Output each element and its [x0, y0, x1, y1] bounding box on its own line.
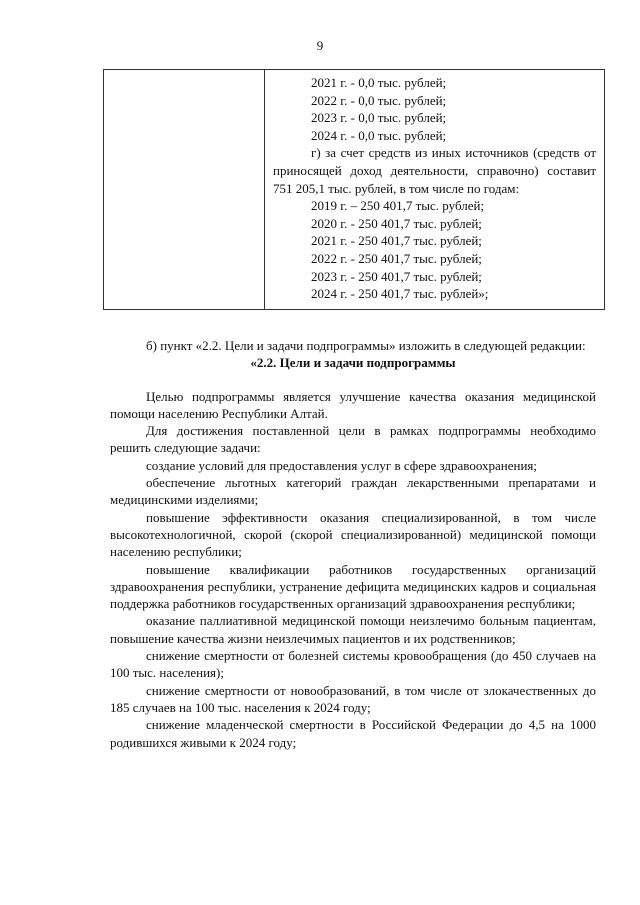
- task-item: оказание паллиативной медицинской помощи неизлечимо больным пациентам, повышение качества жизни неизлечимых пациентов и их родственников;: [110, 613, 596, 646]
- table-cell-funding: [265, 70, 605, 310]
- section-heading: «2.2. Цели и задачи подпрограммы: [250, 355, 456, 371]
- task-item: обеспечение льготных категорий граждан лекарственными препаратами и медицинскими изделиями;: [110, 475, 596, 508]
- document-body: [110, 337, 596, 751]
- year-line: 2021 г. - 0,0 тыс. рублей;: [311, 75, 447, 90]
- tasks-intro-paragraph: Для достижения поставленной цели в рамках подпрограммы необходимо решить следующие задачи:: [110, 423, 596, 456]
- year-line: 2024 г. - 0,0 тыс. рублей;: [311, 127, 447, 143]
- year-line: 2024 г. - 250 401,7 тыс. рублей»;: [311, 286, 489, 302]
- year-line: 2023 г. - 250 401,7 тыс. рублей;: [311, 268, 482, 284]
- funding-table: [103, 69, 605, 310]
- year-line: 2019 г. – 250 401,7 тыс. рублей;: [311, 198, 485, 214]
- table-cell-label: [104, 70, 265, 310]
- goal-paragraph: Целью подпрограммы является улучшение качества оказания медицинской помощи населению Республики Алтай.: [110, 388, 596, 421]
- task-item: создание условий для предоставления услуг в сфере здравоохранения;: [146, 457, 538, 473]
- year-line: 2022 г. - 0,0 тыс. рублей;: [311, 92, 447, 108]
- year-line: 2023 г. - 0,0 тыс. рублей;: [311, 110, 447, 126]
- task-item: снижение младенческой смертности в Российской Федерации до 4,5 на 1000 родившихся живыми к 2024 году;: [110, 717, 596, 750]
- intro-paragraph: б) пункт «2.2. Цели и задачи подпрограммы» изложить в следующей редакции:: [146, 338, 586, 353]
- year-line: 2021 г. - 250 401,7 тыс. рублей;: [311, 233, 482, 249]
- table-row: [104, 70, 605, 310]
- page-number: 9: [316, 38, 324, 53]
- year-line: 2020 г. - 250 401,7 тыс. рублей;: [311, 215, 482, 231]
- task-item: повышение квалификации работников государственных организаций здравоохранения республики, устранение дефицита медицинских кадров и социальная поддержка работников государственных организаций здравоохранения республики;: [110, 561, 596, 612]
- year-line: 2022 г. - 250 401,7 тыс. рублей;: [311, 250, 482, 266]
- funding-source-paragraph: г) за счет средств из иных источников (средств от приносящей доход деятельности, справочно) составит 751 205,1 тыс. рублей, в том числе по годам:: [273, 145, 596, 196]
- task-item: повышение эффективности оказания специализированной, в том числе высокотехнологичной, скорой (скорой специализированной) медицинской помощи населению республики;: [110, 509, 596, 560]
- task-item: снижение смертности от новообразований, в том числе от злокачественных до 185 случаев на 100 тыс. населения к 2024 году;: [110, 682, 596, 715]
- task-item: снижение смертности от болезней системы кровообращения (до 450 случаев на 100 тыс. населения);: [110, 648, 596, 681]
